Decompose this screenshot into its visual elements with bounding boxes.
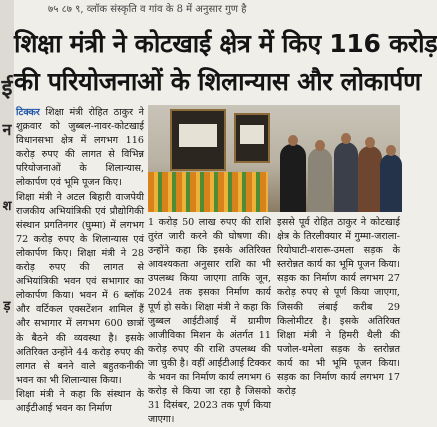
adjacent-column-char: न — [2, 120, 12, 139]
article-column-3 — [277, 216, 400, 400]
article-paragraph: 1 करोड़ 50 लाख रुपए की राशि तुरंत जारी करने की घोषणा की। उन्होंने कहा कि इसके अतिरिक्त आवश्यकता अनुसार राशि का भी उपलब्ध किया जाएगा ताकि जून, 2024 तक इसका निर्माण कार्य पूर्ण हो सके। शिक्षा मंत्री ने कहा कि जुब्बल आईटीआई में ग्रामीण आजीविका मिशन के अंतर्गत 11 करोड़ रुपए की राशि उपलब्ध की जा चुकी है। वहीं आईटीआई टिक्कर के भवन का निर्माण कार्य लगभग 6 करोड़ से किया जा रहा है जिसको 31 दिसंबर, 2023 तक पूर्ण किया जाएगा। — [148, 217, 271, 426]
article-paragraph: इससे पूर्व रोहित ठाकुर ने कोटखाई क्षेत्र के तिरलीक्यार में गुम्मा-जराला- रियोघाटी-शरारू-उमला सड़क के स्तरोन्नत कार्य का भूमि पूजन किया। सड़क का निर्माण कार्य लगभग 27 करोड़ रुपए से पूर्ण किया जाएगा, जिसकी लंबाई करीब 29 किलोमीटर है। इसके अतिरिक्त शिक्षा मंत्री ने हिमरी थैली की पजोल-थमेला सड़क के स्तरोन्नत कार्य का भी भूमि पूजन किया। सड़क का निर्माण कार्य लगभग 17 करोड़ — [277, 217, 400, 398]
adjacent-column-strip — [0, 0, 14, 400]
person-figure — [334, 142, 358, 212]
person-head — [365, 137, 375, 148]
person-figure — [380, 154, 402, 212]
person-head — [315, 140, 325, 151]
news-photo — [148, 105, 400, 212]
previous-article-strip: ७५ ८७ ९, व्लॉक संस्कृति व गांव के 8 में अनुसार गुण है — [48, 4, 247, 15]
flower-garland — [148, 172, 268, 212]
headline-line-1: शिक्षा मंत्री ने कोटखाई क्षेत्र में किए 116 करोड़ — [14, 29, 437, 58]
person-head — [341, 133, 351, 144]
paragraph-text: शिक्षा मंत्री रोहित ठाकुर ने शुक्रवार को जुब्बल-नावर-कोटखाई विधानसभा क्षेत्र में लगभग 116 करोड़ रुपए की लागत से विभिन्न परियोजनाओं के शिलान्यास, लोकार्पण एवं भूमि पूजन किए। — [16, 107, 144, 189]
article-column-2 — [148, 216, 271, 426]
person-head — [386, 145, 396, 156]
adjacent-column-char: ड़ — [3, 299, 11, 314]
dateline: टिक्कर — [16, 107, 40, 118]
article-headline — [14, 25, 437, 101]
headline-line-2: की परियोजनाओं के शिलान्यास और लोकार्पण — [14, 67, 421, 96]
adjacent-column-char: श — [2, 199, 12, 214]
foundation-plaque — [234, 113, 270, 163]
person-head — [288, 135, 298, 146]
person-figure — [308, 148, 332, 212]
article-paragraph: शिक्षा मंत्री ने कहा कि संस्थान के आईटीआई भवन का निर्माण — [16, 388, 144, 414]
person-figure — [280, 144, 306, 212]
article-paragraph — [16, 106, 144, 191]
foundation-plaque — [170, 109, 226, 171]
adjacent-column-char: ई — [1, 75, 13, 101]
person-figure — [358, 146, 382, 212]
article-column-1 — [16, 106, 144, 414]
article-paragraph: शिक्षा मंत्री ने अटल बिहारी वाजपेयी राजकीय अभियांत्रिकी एवं प्रौद्योगिकी संस्थान प्रगतिनगर (घुम्मा) में लगभग 72 करोड़ रुपए के शिलान्यास एवं लोकार्पण किए। शिक्षा मंत्री ने 28 करोड़ रुपए की लागत से अभियांत्रिकी भवन एवं सभागार का लोकार्पण किया। भवन में 6 ब्लॉक और वर्टिकल एक्सटेंशन शामिल हैं और सभागार में लगभग 600 छात्रों के बैठने की व्यवस्था है। इसके अतिरिक्त उन्होंने 44 करोड़ रुपए की लागत से बनने वाले बहुतकनीकी भवन का भी शिलान्यास किया। — [16, 191, 144, 386]
